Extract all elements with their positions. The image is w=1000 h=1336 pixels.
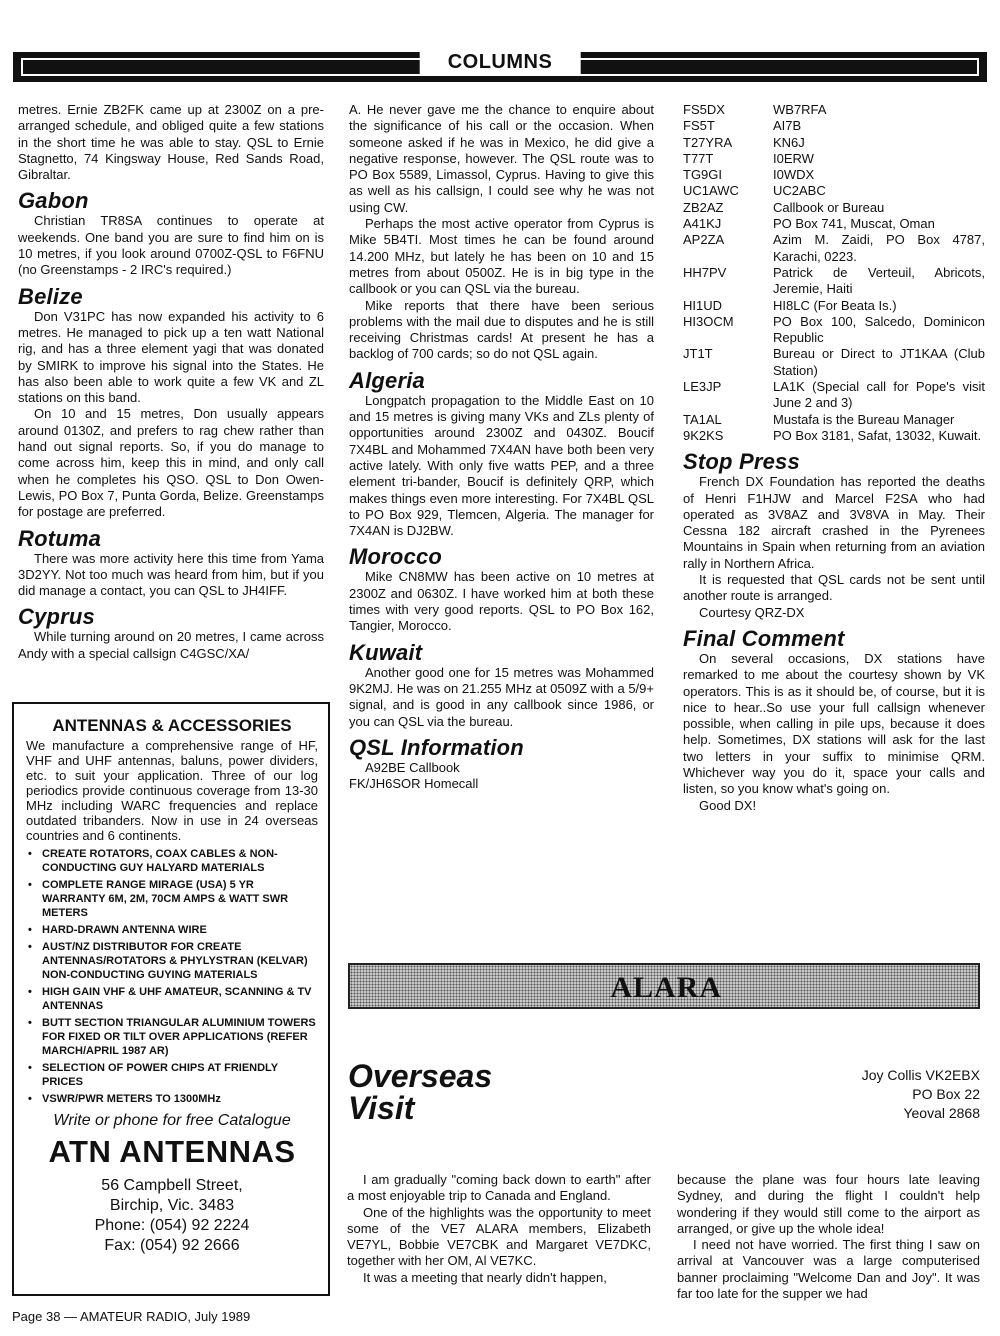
qsl-route: I0ERW [773,150,814,166]
atn-antennas-advert [12,702,330,1296]
author-town: Yeoval 2868 [903,1105,980,1121]
advert-product-list [26,847,318,1106]
heading-final-comment: Final Comment [683,625,845,651]
col2-paragraph-3: Mike reports that there have been serious problems with the mail due to disputes and he is still receiving Christmas cards! At present he has a backlog of 700 cards; so do not QSL again. [349,297,654,362]
qsl-callsign: 9K2KS [683,427,724,443]
heading-rotuma: Rotuma [18,525,102,551]
qsl-callsign: TA1AL [683,411,722,427]
advert-street: 56 Campbell Street, [101,1177,243,1194]
qsl-route-row [683,200,985,216]
advert-brand-name: ATN ANTENNAS [48,1134,296,1169]
qsl-callsign: T27YRA [683,134,733,150]
qsl-route: UC2ABC [773,183,826,199]
qsl-route-row [683,346,985,379]
qsl-route-row [683,298,985,314]
qsl-route: I0WDX [773,167,815,183]
qsl-route-row [683,216,985,232]
alara-section-band [348,963,980,1009]
advert-intro: We manufacture a comprehensive range of HF, VHF and UHF antennas, baluns, power dividers, etc. to suit your application. Three of our log periodics provide continuous coverage from 13-30 MHz including WARC frequencies and replace outdated tribanders. Now in use in 24 overseas countries and 6 continents. [26,738,318,843]
qsl-route: Azim M. Zaidi, PO Box 4787, Karachi, 0223. [773,232,985,264]
alara-band-title: ALARA [610,971,722,1004]
columns-banner [13,52,987,82]
advert-item: • BUTT SECTION TRIANGULAR ALUMINIUM TOWERS FOR FIXED OR TILT OVER APPLICATIONS (REFER MARCH/APRIL 1987 AR) [26,1016,318,1058]
qsl-callsign: T77T [683,150,714,166]
col2-intro: A. He never gave me the chance to enquire about the significance of his call or the occasion. When someone asked if he was in Mexico, he did give a negative response, however. The QSL route was to PO Box 5589, Limassol, Cyprus. Having to give this as well as his callsign, I could see why he was not using CW. [349,102,654,215]
final-comment-paragraph: On several occasions, DX stations have remarked to me about the courtesy shown by VK operators. This is as it should be, of course, but it is nice to hear..So use your full callsign whenever possible, when calling in pile ups, because it does help. Sometimes, DX stations will ask for the last two letters in your suffix to minimise QRM. Whichever way you do it, space your calls and listen, so you know what's going on. [683,650,985,797]
stop-press-courtesy: Courtesy QRZ-DX [699,604,805,620]
kuwait-paragraph: Another good one for 15 metres was Mohammed 9K2MJ. He was on 21.255 MHz at 0509Z with a 5/9+ signal, and is good in any callbook since 1986, or you can QSL via the bureau. [349,664,654,729]
qsl-route-row [683,102,985,118]
qsl-route-row [683,314,985,347]
qsl-callsign: TG9GI [683,167,723,183]
column-1 [18,102,324,662]
advert-item: • AUST/NZ DISTRIBUTOR FOR CREATE ANTENNAS/ROTATORS & PHYLYSTRAN (KELVAR) NON-CONDUCTING GUYING MATERIALS [26,940,318,982]
qsl-callsign: AP2ZA [683,232,725,248]
qsl-route: Bureau or Direct to JT1KAA (Club Station) [773,346,985,378]
author-name: Joy Collis VK2EBX [861,1067,980,1083]
qsl-callsign: HH7PV [683,264,727,280]
qsl-route: PO Box 3181, Safat, 13032, Kuwait. [773,427,982,443]
advert-phone: Phone: (054) 92 2224 [94,1217,250,1234]
qsl-callsign: UC1AWC [683,183,739,199]
stop-press-paragraph-2: It is requested that QSL cards not be sent until another route is arranged. [683,572,985,604]
qsl-line-1: A92BE Callbook [365,759,460,775]
qsl-route: PO Box 100, Salcedo, Dominicon Republic [773,313,985,346]
advert-title: ANTENNAS & ACCESSORIES [52,716,292,735]
qsl-route-table [683,102,985,444]
qsl-callsign: HI3OCM [683,313,734,329]
advert-town: Birchip, Vic. 3483 [109,1197,235,1214]
alara-left-paragraph-1: I am gradually "coming back down to earth" after a most enjoyable trip to Canada and England. [347,1172,651,1204]
article-title [348,1060,492,1124]
qsl-route-row [683,428,985,444]
qsl-route-row [683,379,985,412]
qsl-callsign: A41KJ [683,216,722,232]
heading-stop-press: Stop Press [683,449,800,475]
qsl-callsign: ZB2AZ [683,199,724,215]
qsl-route-row [683,151,985,167]
belize-paragraph-2: On 10 and 15 metres, Don usually appears around 0130Z, and prefers to rag chew rather than hand out signal reports. So, if you do manage to come across him, keep this in mind, and only call when he completes his QSO. QSL to Don Owen-Lewis, PO Box 7, Punta Gorda, Belize. Greenstamps for postage are preferred. [18,406,324,520]
qsl-callsign: JT1T [683,346,713,362]
advert-item: • HIGH GAIN VHF & UHF AMATEUR, SCANNING & TV ANTENNAS [26,985,318,1013]
alara-column-left [347,1172,651,1286]
advert-item: • COMPLETE RANGE MIRAGE (USA) 5 YR WARRANTY 6M, 2M, 70CM AMPS & WATT SWR METERS [26,878,318,920]
qsl-callsign: LE3JP [683,379,722,395]
final-comment-signoff: Good DX! [699,797,757,813]
algeria-paragraph: Longpatch propagation to the Middle East on 10 and 15 metres is giving many VKs and ZLs plenty of opportunities around 2300Z and 0430Z. Boucif 7X4BL and Mohammed 7X4AN have both been very active lately. With only five watts PEP, and a three element tri-bander, Boucif is definitely QRP, which makes things even more interesting. For 7X4BL QSL to PO Box 929, Tlemcen, Algeria. The manager for 7X4AN is DJ2BW. [349,392,654,539]
advert-item: • HARD-DRAWN ANTENNA WIRE [26,923,318,937]
qsl-route-row [683,135,985,151]
qsl-route: KN6J [773,134,805,150]
qsl-route: LA1K (Special call for Pope's visit June 2 and 3) [773,379,985,411]
qsl-route-row [683,118,985,134]
qsl-callsign: HI1UD [683,297,723,313]
qsl-route: WB7RFA [773,102,827,117]
alara-left-paragraph-3: It was a meeting that nearly didn't happen, [363,1269,607,1285]
advert-address [26,1176,318,1256]
rotuma-paragraph: There was more activity here this time from Yama 3D2YY. Not too much was heard from him, but if you did manage a contact, you can QSL to JH4IFF. [18,550,324,599]
article-title-line-1: Overseas [348,1058,493,1094]
qsl-line-2: FK/JH6SOR Homecall [349,776,479,792]
column-3 [683,102,985,814]
advert-item: • SELECTION OF POWER CHIPS AT FRIENDLY PRICES [26,1061,318,1089]
advert-item: • CREATE ROTATORS, COAX CABLES & NON-CONDUCTING GUY HALYARD MATERIALS [26,847,318,875]
advert-fax: Fax: (054) 92 2666 [104,1237,240,1254]
qsl-route: PO Box 741, Muscat, Oman [773,216,935,232]
qsl-route-row [683,183,985,199]
article-title-line-2: Visit [348,1090,415,1126]
col2-paragraph-2: Perhaps the most active operator from Cyprus is Mike 5B4TI. Most times he can be found around 14.200 MHz, but lately he has been on 10 and 15 metres from about 0500Z. He is in big type in the callbook or you can QSL via the bureau. [349,216,654,297]
heading-kuwait: Kuwait [349,639,423,665]
author-po-box: PO Box 22 [912,1086,980,1102]
qsl-route: Patrick de Verteuil, Abricots, Jeremie, Haiti [773,264,985,297]
cyprus-paragraph: While turning around on 20 metres, I came across Andy with a special callsign C4GSC/XA/ [18,629,324,661]
qsl-callsign: FS5T [683,118,715,134]
gabon-paragraph: Christian TR8SA continues to operate at weekends. One band you are sure to find him on is 10 metres, if you look around 0700Z-QSL to F6FNU (no Greenstamps - 2 IRC's required.) [18,213,324,278]
heading-algeria: Algeria [349,367,425,393]
heading-gabon: Gabon [18,188,89,214]
qsl-route-row [683,412,985,428]
banner-title: COLUMNS [420,49,581,75]
belize-paragraph-1: Don V31PC has now expanded his activity to 6 metres. He managed to pick up a ten watt National rig, and has a three element yagi that was donated by SMIRK to improve his signal into the States. He has also been able to work quite a few VK and ZL stations on this band. [18,308,324,406]
column-2 [349,102,654,792]
qsl-route: Mustafa is the Bureau Manager [773,411,955,427]
qsl-route: AI7B [773,118,802,134]
heading-belize: Belize [18,283,83,309]
advert-call-to-action: Write or phone for free Catalogue [53,1112,291,1129]
alara-left-paragraph-2: One of the highlights was the opportunity to meet some of the VE7 ALARA members, Elizabeth VE7YL, Bobbie VE7CBK and Margaret VE7DKC, together with her OM, Al VE7KC. [347,1204,651,1269]
morocco-paragraph: Mike CN8MW has been active on 10 metres at 2300Z and 0630Z. I have worked him at both these times with very good reports. QSL to PO Box 162, Tangier, Morocco. [349,569,654,634]
heading-cyprus: Cyprus [18,604,95,630]
heading-qsl-information: QSL Information [349,734,524,760]
qsl-route: HI8LC (For Beata Is.) [773,297,897,313]
heading-morocco: Morocco [349,544,443,570]
advert-item: • VSWR/PWR METERS TO 1300MHz [26,1092,318,1106]
qsl-callsign: FS5DX [683,102,725,117]
qsl-route: Callbook or Bureau [773,199,885,215]
qsl-route-row [683,167,985,183]
col1-intro: metres. Ernie ZB2FK came up at 2300Z on a pre-arranged schedule, and obliged quite a few stations in the short time he was able to stay. QSL to Ernie Stagnetto, 74 Kingsway House, Red Sands Road, Gibraltar. [18,102,324,183]
alara-right-paragraph-1: because the plane was four hours late leaving Sydney, and during the flight I couldn't help wondering if they would still come to the airport as arranged, or give up the whole idea! [677,1172,980,1236]
stop-press-paragraph-1: French DX Foundation has reported the deaths of Henri F1HJW and Marcel F2SA who had operated as 3V8AZ and 3V8VA in May. Their Cessna 182 aircraft crashed in the Pyrenees Mountains in Spain when returning from an aviation rally in Northern Africa. [683,474,985,571]
page-footer: Page 38 — AMATEUR RADIO, July 1989 [12,1309,251,1324]
qsl-route-row [683,265,985,298]
alara-column-right [677,1172,980,1302]
alara-right-paragraph-2: I need not have worried. The first thing I saw on arrival at Vancouver was a large computerised banner proclaiming "Welcome Dan and Joy". It was far too late for the supper we had [677,1237,980,1302]
qsl-route-row [683,232,985,265]
author-block [862,1066,980,1123]
